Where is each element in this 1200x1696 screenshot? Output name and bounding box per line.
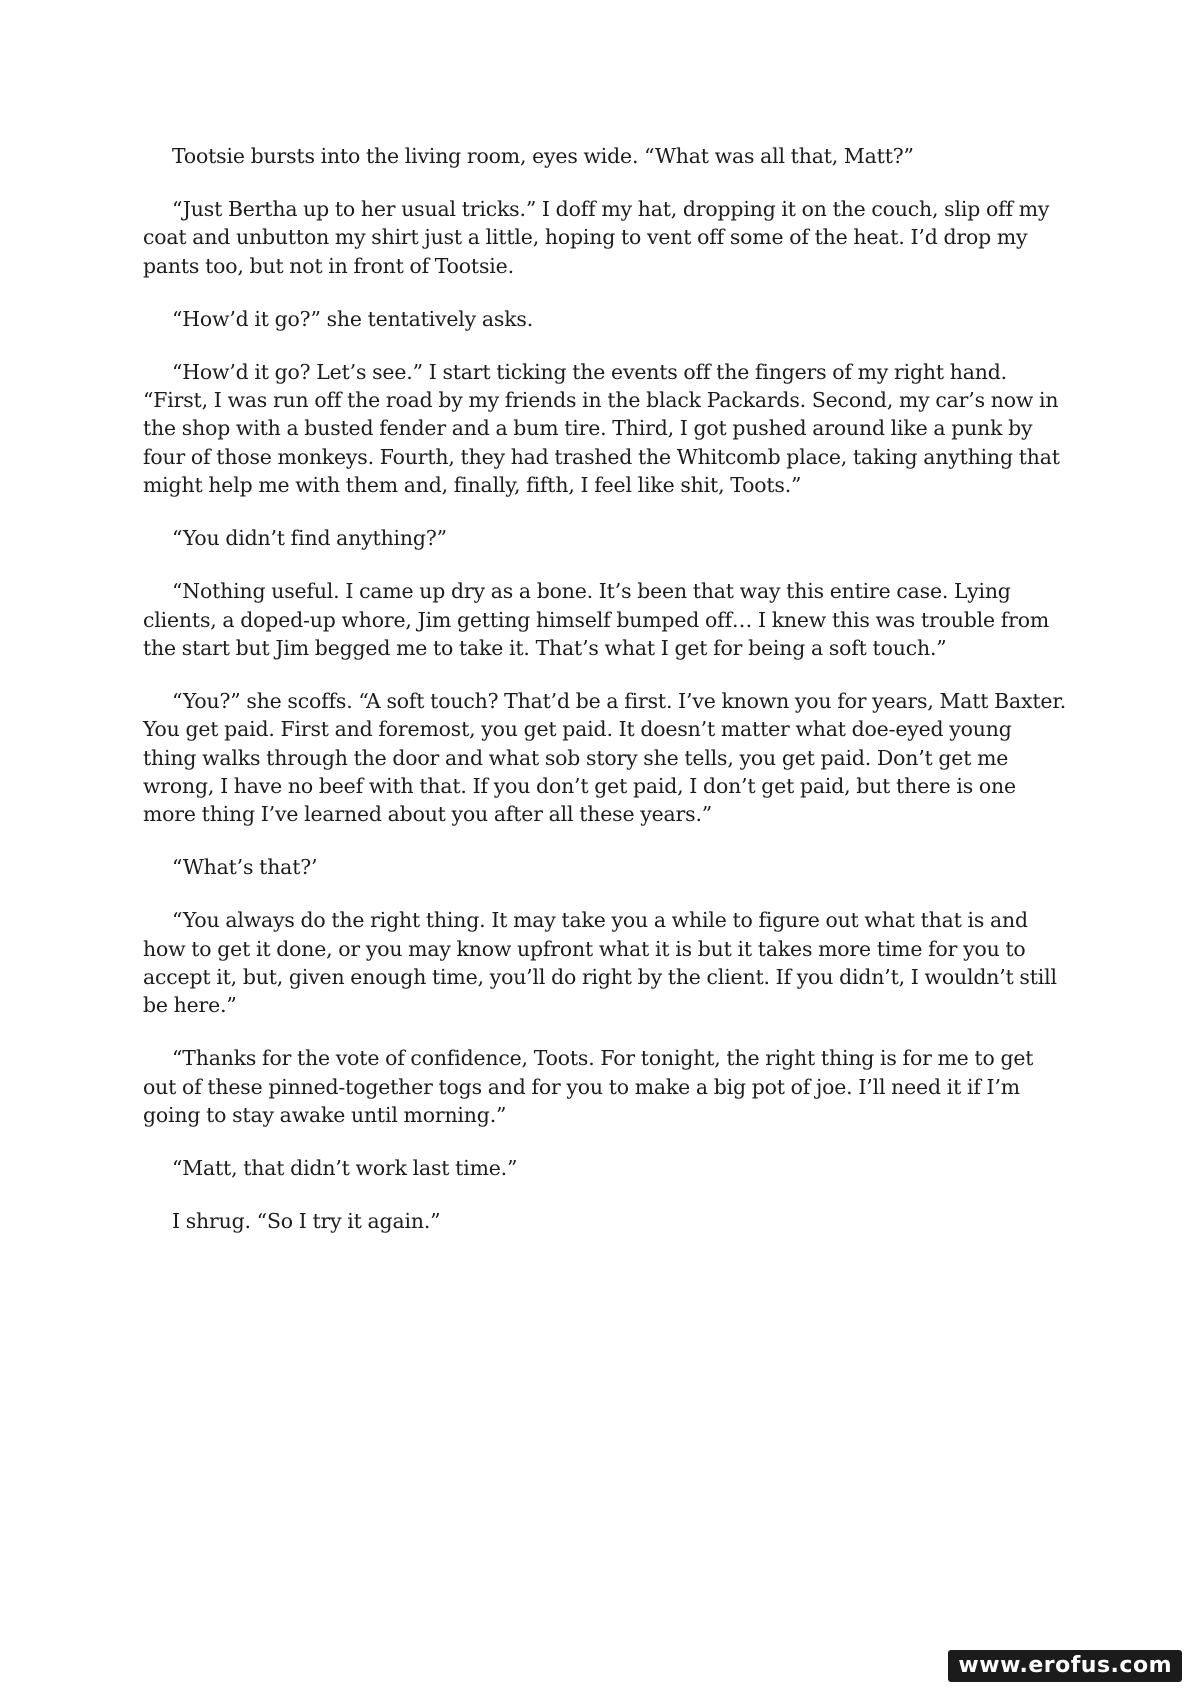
paragraph: I shrug. “So I try it again.” <box>172 1209 441 1234</box>
paragraph: Tootsie bursts into the living room, eyes wide. “What was all that, Matt?” <box>172 144 914 168</box>
paragraph: “You always do the right thing. It may take you a while to figure out what that is and how to get it done, or you may know upfront what it is but it takes more time for you to accept it, but, given enough time, you’ll do right by the client. If you didn’t, I wouldn’t still be here.” <box>143 908 1057 1018</box>
paragraph: “You didn’t find anything?” <box>172 526 447 551</box>
document-page <box>143 142 1068 1260</box>
paragraph: “How’d it go? Let’s see.” I start ticking the events off the fingers of my right hand. “First, I was run off the road by my friends in the black Packards. Second, my car’s now in the shop with a busted fender and a bum tire. Third, I got pushed around like a punk by four of those monkeys. Fourth, they had trashed the Whitcomb place, taking anything that might help me with them and, finally, fifth, I feel like shit, Toots.” <box>143 359 1060 498</box>
paragraph: “How’d it go?” she tentatively asks. <box>172 306 534 331</box>
watermark: www.erofus.com <box>948 1650 1182 1682</box>
paragraph: “Thanks for the vote of confidence, Toots. For tonight, the right thing is for me to get out of these pinned-together togs and for you to make a big pot of joe. I’ll need it if I’m going to stay awake until morning.” <box>143 1046 1034 1127</box>
paragraph: “What’s that?’ <box>172 855 318 880</box>
paragraph: “Nothing useful. I came up dry as a bone. It’s been that way this entire case. Lying clients, a doped-up whore, Jim getting himself bumped off… I knew this was trouble from the start but Jim begged me to take it. That’s what I get for being a soft touch.” <box>143 579 1050 660</box>
paragraph: “Just Bertha up to her usual tricks.” I doff my hat, dropping it on the couch, slip off my coat and unbutton my shirt just a little, hoping to vent off some of the heat. I’d drop my pants too, but not in front of Tootsie. <box>143 197 1050 278</box>
paragraph: “You?” she scoffs. “A soft touch? That’d be a first. I’ve known you for years, Matt Baxter. You get paid. First and foremost, you get paid. It doesn’t matter what doe-eyed young thing walks through the door and what sob story she tells, you get paid. Don’t get me wrong, I have no beef with that. If you don’t get paid, I don’t get paid, but there is one more thing I’ve learned about you after all these years.” <box>143 688 1067 827</box>
paragraph: “Matt, that didn’t work last time.” <box>172 1155 518 1180</box>
